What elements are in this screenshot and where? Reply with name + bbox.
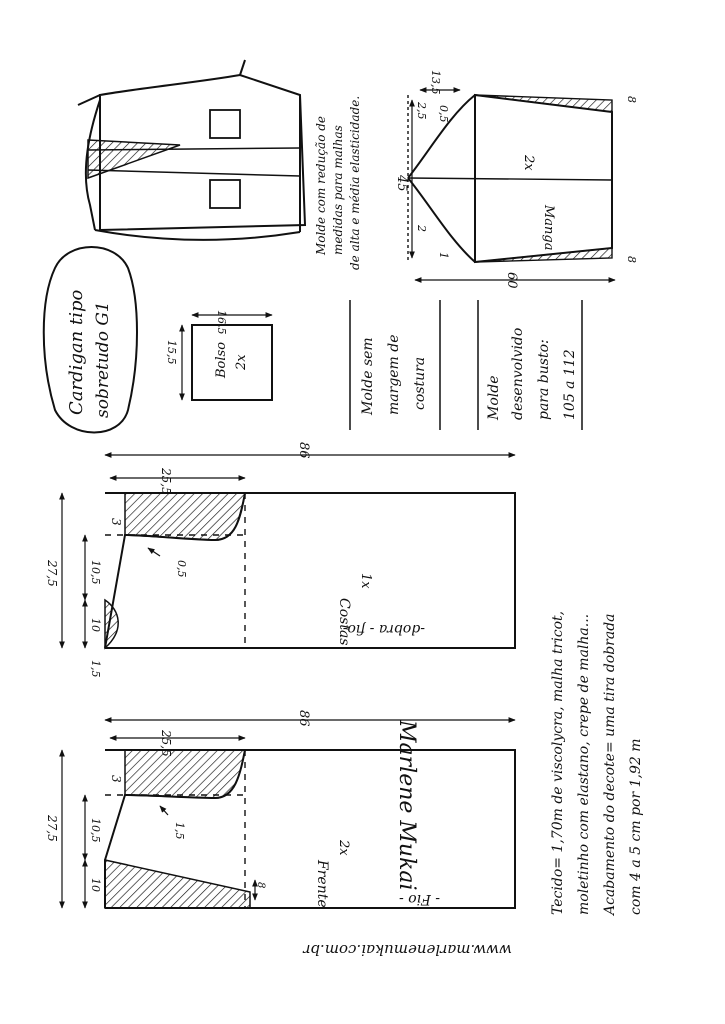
back-fold: -dobra - fio- (342, 621, 425, 637)
front-label: Frente (314, 860, 330, 908)
seam-note-2: margem de (386, 334, 402, 415)
back-a: 3 (109, 518, 123, 526)
front-b: 10,5 (89, 818, 102, 843)
back-armhole: 27,5 (45, 560, 59, 587)
cardigan-note-3: de alta e média elasticidade. (348, 95, 362, 270)
back-count: 1x (358, 573, 373, 589)
sleeve-label: Manga (541, 205, 556, 251)
front-grain: - Fio - (399, 891, 440, 907)
back-pattern (62, 455, 515, 648)
title-line2: sobretudo G1 (93, 301, 113, 418)
seam-note-1: Molde sem (360, 337, 376, 415)
back-b: 10,5 (89, 560, 102, 585)
sleeve-length: 60 (504, 272, 519, 289)
sleeve-m1: 2,5 (415, 102, 428, 120)
signature: Marlene Mukai (394, 720, 419, 891)
front-armhole: 27,5 (45, 815, 59, 842)
cardigan-note-2: medidas para malhas (331, 125, 345, 255)
size-note-2: desenvolvido (510, 327, 526, 420)
front-a: 3 (109, 775, 123, 783)
back-d: 0,5 (175, 560, 188, 578)
seam-note-3: costura (412, 356, 428, 410)
pocket-height: 15,5 (165, 340, 178, 365)
size-note-4: 105 a 112 (562, 349, 578, 420)
front-shoulder: 25,5 (159, 730, 173, 757)
sleeve-height: 45 (394, 175, 409, 192)
front-count: 2x (336, 840, 351, 856)
sleeve-cap: 13,5 (429, 70, 442, 95)
sleeve-edge-top: 8 (625, 96, 638, 103)
sleeve-count: 2x (521, 155, 536, 171)
front-e: 8 (255, 882, 266, 889)
back-label: Costas (336, 598, 352, 646)
pocket-label: Bolso (214, 341, 229, 378)
front-d: 1,5 (173, 822, 186, 840)
fabric-note-2: moletinho com elastano, crepe de malha... (576, 613, 592, 915)
title-line1: Cardigan tipo (66, 289, 87, 415)
cardigan-sketch (78, 60, 305, 240)
pocket-width: 16,5 (215, 310, 228, 335)
front-c: 10 (89, 878, 102, 892)
back-e: 1,5 (89, 660, 102, 678)
front-length: 86 (296, 710, 311, 727)
front-pattern (62, 720, 515, 908)
back-shoulder: 25,5 (159, 468, 173, 495)
back-length: 86 (296, 442, 311, 459)
sleeve-edge-bottom: 8 (625, 256, 638, 263)
size-note-1: Molde (486, 375, 502, 420)
sleeve-m4: 1 (437, 252, 450, 259)
sleeve-m2: 0,5 (437, 105, 450, 123)
sleeve-m3: 2 (415, 225, 428, 232)
fabric-note-4: com 4 a 5 cm por 1,92 m (628, 738, 644, 915)
website: www.marlenemukai.com.br (303, 941, 512, 959)
fabric-note-1: Tecido= 1,70m de viscolycra, malha tricot, (550, 610, 566, 915)
pocket-count: 2x (234, 354, 249, 370)
size-note-3: para busto: (536, 339, 552, 420)
fabric-note-3: Acabamento do decote= uma tira dobrada (602, 613, 618, 915)
cardigan-note-1: Molde com redução de (314, 115, 328, 255)
back-c: 10 (89, 618, 102, 632)
title-bubble (44, 247, 137, 433)
